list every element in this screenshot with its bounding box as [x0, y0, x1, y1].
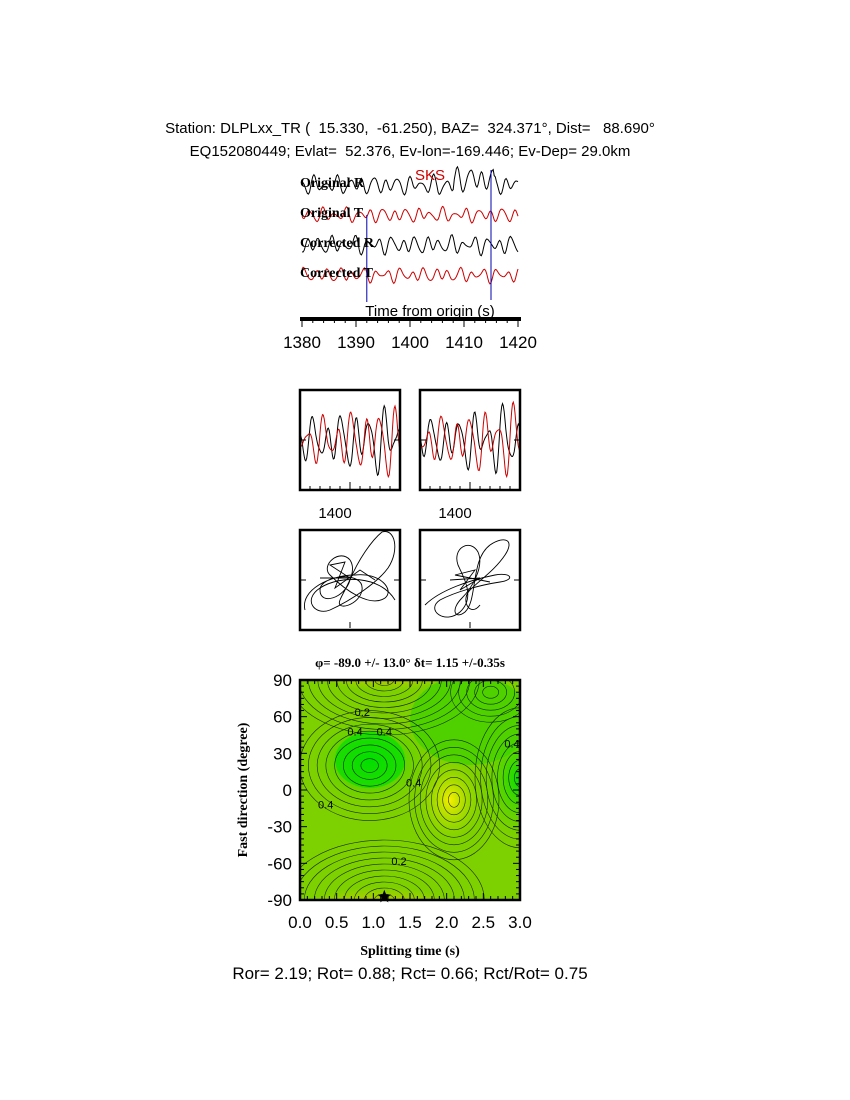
contour-label: 0.4 [406, 777, 422, 790]
contour-label: 0.2 [354, 706, 370, 719]
contour-label: 0.4 [347, 726, 363, 739]
misfit-xtick-label: 0.0 [288, 913, 312, 932]
window-corrected-xtick: 1400 [438, 505, 472, 522]
misfit-xtick-label: 0.5 [324, 913, 349, 932]
misfit-xtick-label: 1.0 [361, 913, 386, 932]
station-info-title: Station: DLPLxx_TR ( 15.330, -61.250), BAZ= 324.371°, Dist= 88.690° [165, 120, 655, 137]
misfit-grid-panel [236, 625, 565, 965]
trace-label-corrected-t: Corrected T [300, 266, 373, 281]
time-tick-label: 1410 [445, 333, 483, 352]
misfit-grid-ylabel: Fast direction (degree) [236, 722, 251, 858]
correlation-summary: Ror= 2.19; Rot= 0.88; Rct= 0.66; Rct/Rot= 0.75 [232, 964, 588, 983]
misfit-ytick-label: -30 [267, 817, 292, 837]
misfit-grid-title: φ= -89.0 +/- 13.0° δt= 1.15 +/-0.35s [315, 655, 505, 670]
misfit-ytick-label: 30 [273, 744, 292, 764]
misfit-xtick-label: 2.5 [471, 913, 496, 932]
contour-label: 0.4 [376, 726, 392, 739]
window-waveforms-original [300, 390, 400, 522]
trace-label-original-t: Original T [300, 206, 364, 221]
event-info-subtitle: EQ152080449; Evlat= 52.376, Ev-lon=-169.446; Ev-Dep= 29.0km [189, 143, 631, 160]
trace-label-corrected-r: Corrected R [300, 236, 374, 251]
window-trace [300, 406, 400, 475]
particle-motion-original-path [304, 532, 395, 612]
misfit-xtick-label: 1.5 [398, 913, 422, 932]
sks-phase-label: SKS [415, 167, 446, 184]
contour-label: 0.4 [318, 799, 334, 812]
misfit-xtick-label: 3.0 [508, 913, 532, 932]
time-tick-label: 1420 [499, 333, 537, 352]
particle-motion-original [300, 530, 400, 630]
contour-label: 0.4 [504, 738, 520, 751]
time-axis-label: Time from origin (s) [365, 303, 495, 320]
time-tick-label: 1400 [391, 333, 429, 352]
window-original-xtick: 1400 [318, 505, 352, 522]
misfit-ytick-label: 90 [273, 671, 292, 690]
misfit-ytick-label: -90 [267, 891, 292, 910]
misfit-xtick-label: 2.0 [434, 913, 459, 932]
misfit-grid-xlabel: Splitting time (s) [360, 944, 460, 959]
time-axis-ticks [283, 319, 537, 352]
misfit-ytick-label: 60 [273, 707, 292, 727]
contour-label: 0.2 [391, 855, 407, 868]
misfit-ytick-label: -60 [267, 854, 292, 874]
seismogram-panel [283, 167, 537, 352]
time-tick-label: 1390 [337, 333, 375, 352]
trace-label-original-r: Original R [300, 176, 365, 191]
window-waveforms-corrected [420, 390, 520, 522]
misfit-ytick-label: 0 [282, 781, 292, 800]
time-tick-label: 1380 [283, 333, 321, 352]
particle-motion-corrected [420, 530, 520, 630]
